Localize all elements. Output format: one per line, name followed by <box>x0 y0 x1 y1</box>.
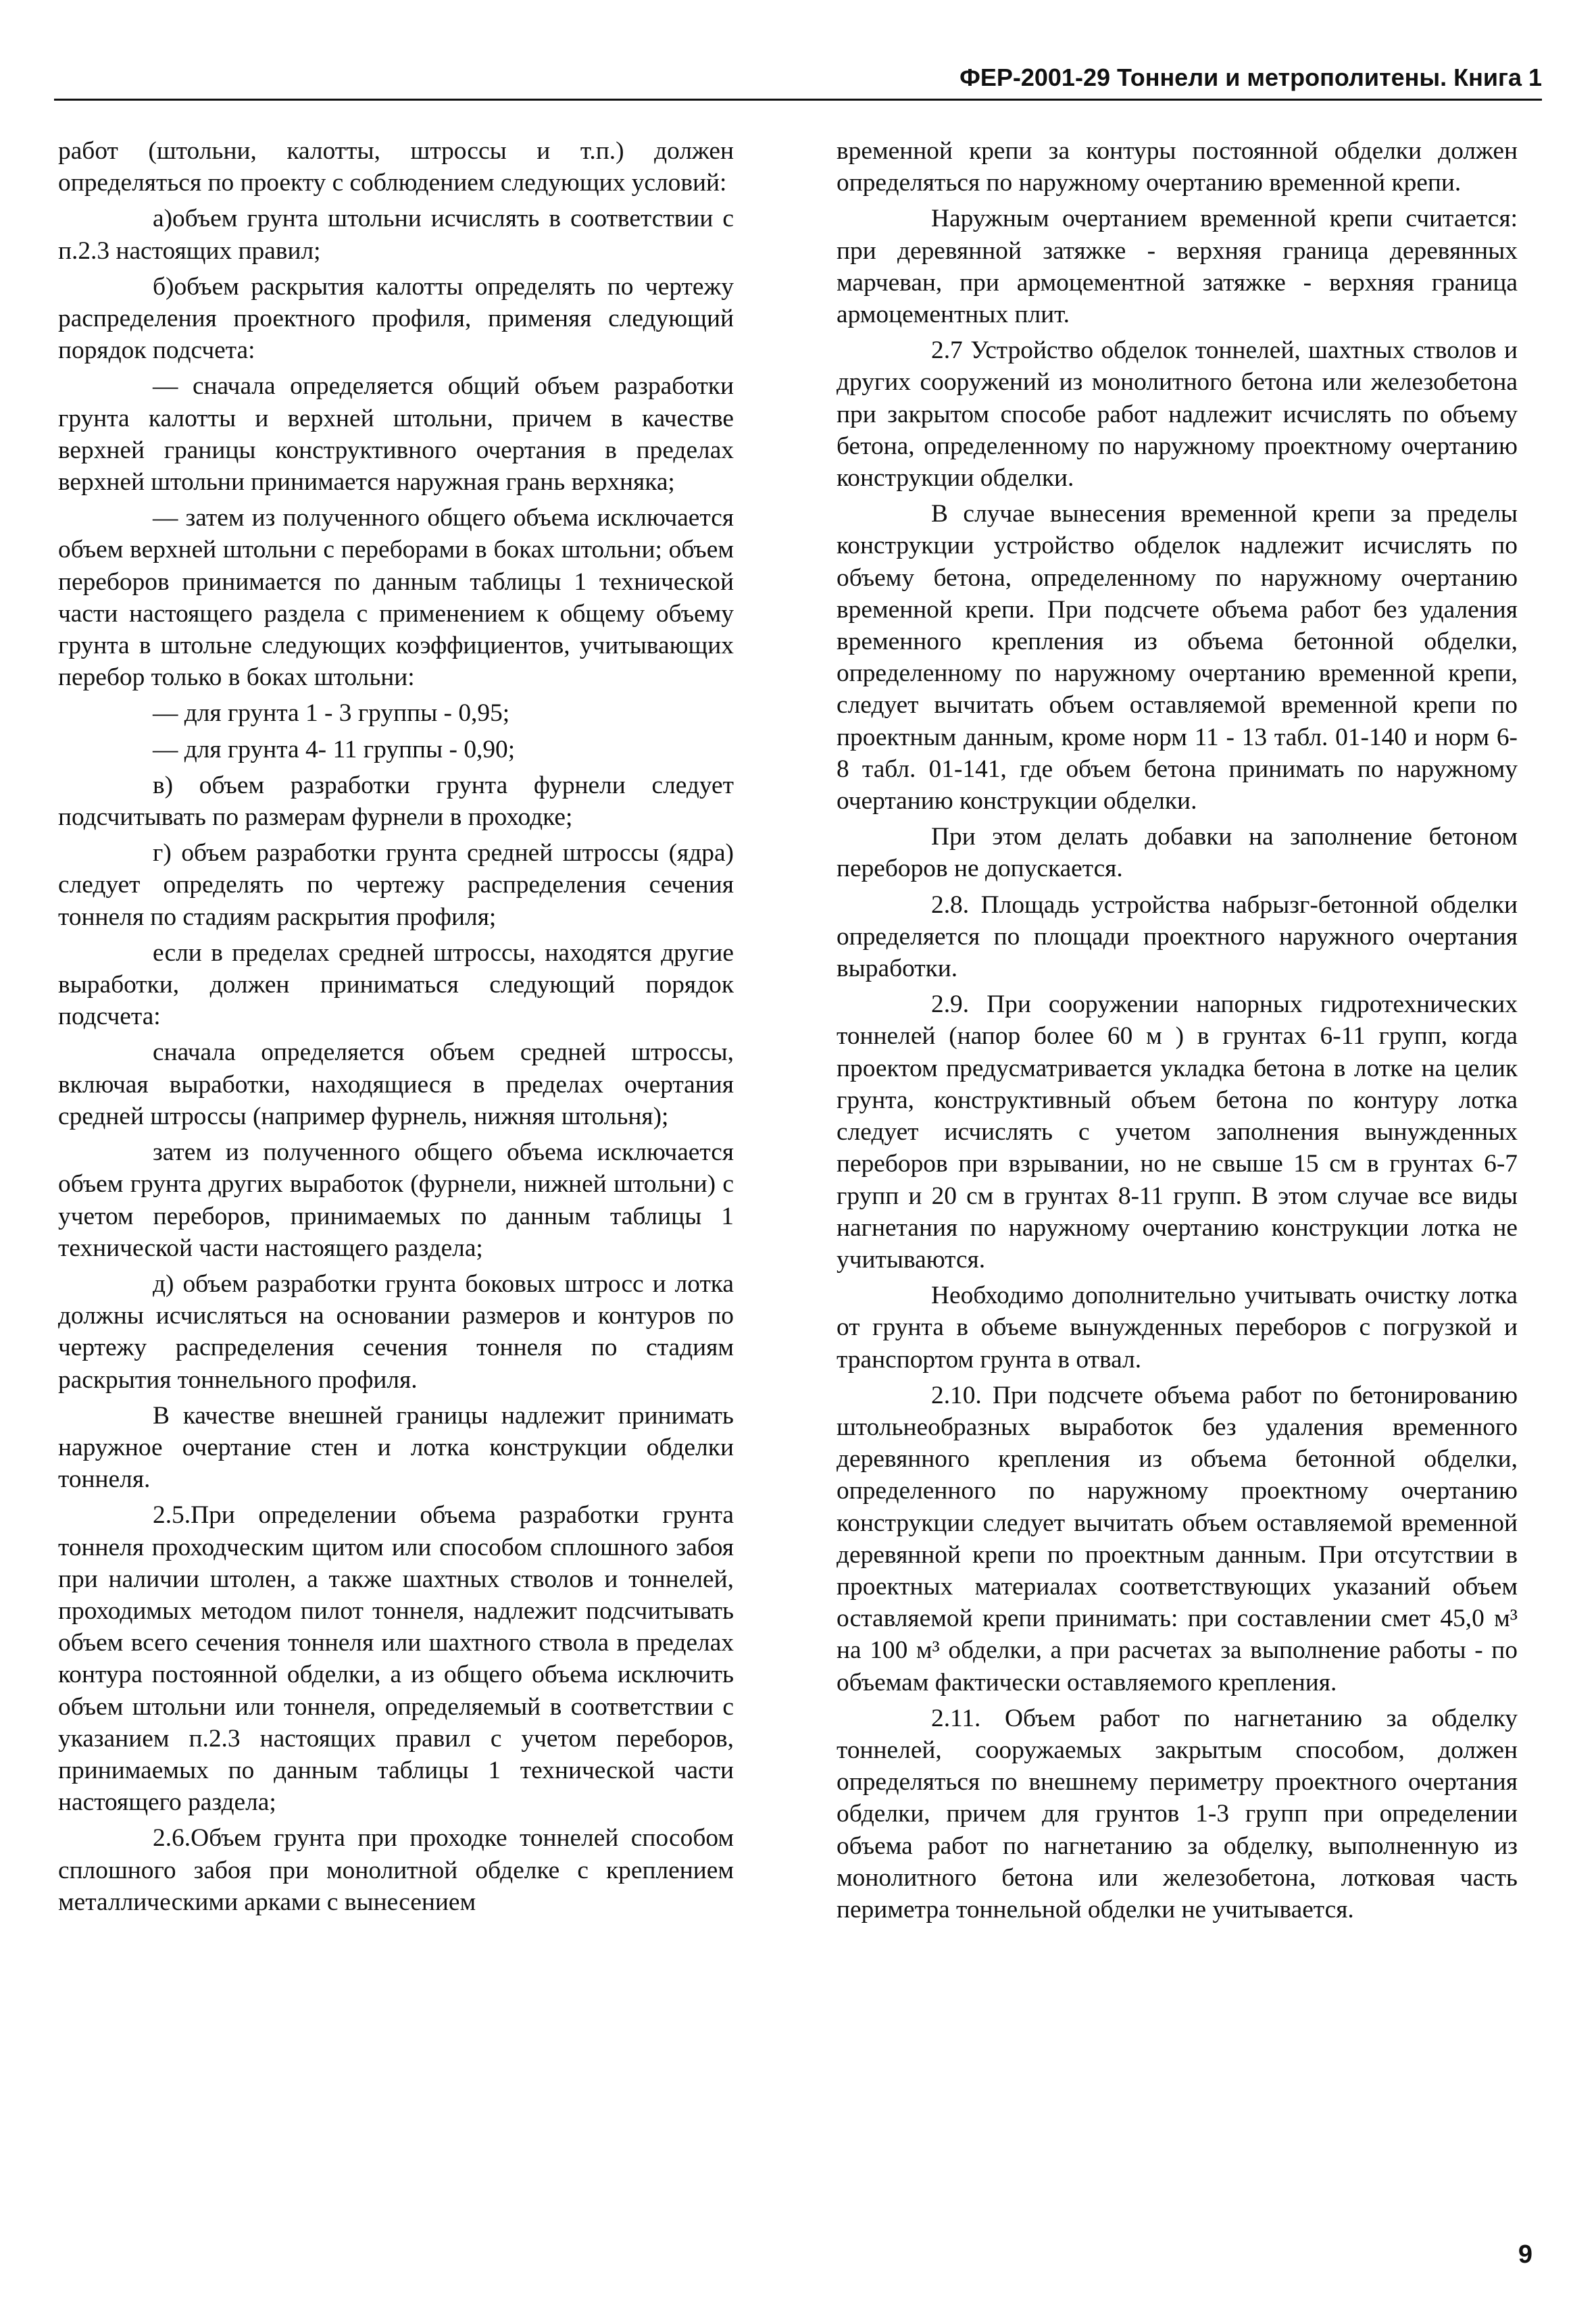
paragraph: Наружным очертанием временной крепи считается: при деревянной затяжке - верхняя граница деревянных марчеван, при армоцементной затяжке - верхняя граница армоцементных плит. <box>837 205 1518 329</box>
paragraph: г) объем разработки грунта средней штроссы (ядра) следует определять по чертежу распределения сечения тоннеля по стадиям раскрытия профиля; <box>58 839 734 931</box>
paragraph: — для грунта 1 - 3 группы - 0,95; <box>153 699 510 728</box>
paragraph: — для грунта 4- 11 группы - 0,90; <box>153 735 516 763</box>
paragraph: — затем из полученного общего объема исключается объем верхней штольни с переборами в боках штольни; объем переборов принимается по данным таблицы 1 технической части настоящего раздела с применением к общему объему грунта в штольне следующих коэффициентов, учитывающих перебор только в боках штольни: <box>58 504 734 692</box>
paragraph: 2.8. Площадь устройства набрызг-бетонной обделки определяется по площади проектного наружного очертания выработки. <box>837 890 1518 983</box>
paragraph: если в пределах средней штроссы, находятся другие выработки, должен приниматься следующий порядок подсчета: <box>58 938 734 1031</box>
paragraph: затем из полученного общего объема исключается объем грунта других выработок (фурнели, нижней штольни) с учетом переборов, принимаемых по данным таблицы 1 технической части настоящего раздела; <box>58 1138 734 1262</box>
document-title: ФЕР-2001-29 Тоннели и метрополитены. Книга 1 <box>959 64 1542 91</box>
paragraph: д) объем разработки грунта боковых штросс и лотка должны исчисляться на основании размеров и контуров по чертежу распределения сечения тоннеля по стадиям раскрытия тоннельного профиля. <box>58 1269 734 1394</box>
paragraph: В качестве внешней границы надлежит принимать наружное очертание стен и лотка конструкции обделки тоннеля. <box>58 1401 734 1494</box>
paragraph: В случае вынесения временной крепи за пределы конструкции устройство обделок надлежит исчислять по объему бетона, определенному по наружному очертанию временной крепи. При подсчете объема работ без удаления временного крепления из объема бетонной обделки, определенному по наружному очертанию временной крепи, следует вычитать объем оставляемой временной крепи по проектным данным, кроме норм 11 - 13 табл. 01-140 и норм 6-8 табл. 01-141, где объем бетона принимать по наружному очертанию конструкции обделки. <box>837 500 1518 815</box>
paragraph: в) объем разработки грунта фурнели следует подсчитывать по размерам фурнели в проходке; <box>58 771 734 832</box>
paragraph: 2.9. При сооружении напорных гидротехнических тоннелей (напор более 60 м ) в грунтах 6-11 групп, когда проектом предусматривается укладка бетона в лотке на целик грунта, конструктивный объем бетона по контуру лотка следует исчислять с учетом заполнения вынужденных переборов при взрывании, но не свыше 15 см в грунтах 6-7 групп и 20 см в грунтах 8-11 групп. В этом случае все виды нагнетания по наружному очертанию конструкции лотка не учитываются. <box>837 990 1518 1274</box>
paragraph: Необходимо дополнительно учитывать очистку лотка от грунта в объеме вынужденных переборов с погрузкой и транспортом грунта в отвал. <box>837 1282 1518 1374</box>
paragraph: а)объем грунта штольни исчислять в соответствии с п.2.3 настоящих правил; <box>58 205 734 265</box>
page-header <box>54 41 1542 101</box>
paragraph: 2.7 Устройство обделок тоннелей, шахтных стволов и других сооружений из монолитного бетона или железобетона при закрытом способе работ надлежит исчислять по объему бетона, определенному по наружному проектному очертанию конструкции обделки. <box>837 336 1518 493</box>
paragraph: При этом делать добавки на заполнение бетоном переборов не допускается. <box>837 823 1518 883</box>
paragraph: временной крепи за контуры постоянной обделки должен определяться по наружному очертанию временной крепи. <box>837 137 1518 197</box>
paragraph: б)объем раскрытия калотты определять по чертежу распределения проектного профиля, применяя следующий порядок подсчета: <box>58 272 734 365</box>
left-column <box>58 135 734 1922</box>
paragraph: 2.6.Объем грунта при проходке тоннелей способом сплошного забоя при монолитной обделке с креплением металлическими арками с вынесением <box>58 1824 734 1916</box>
paragraph: сначала определяется объем средней штроссы, включая выработки, находящиеся в пределах очертания средней штроссы (например фурнель, нижняя штольня); <box>58 1038 734 1130</box>
page-number: 9 <box>1518 2240 1532 2269</box>
paragraph: — сначала определяется общий объем разработки грунта калотты и верхней штольни, причем в качестве верхней границы конструктивного очертания в пределах верхней штольни принимается наружная грань верхняка; <box>58 372 734 497</box>
paragraph: 2.5.При определении объема разработки грунта тоннеля проходческим щитом или способом сплошного забоя при наличии штолен, а также шахтных стволов и тоннелей, проходимых методом пилот тоннеля, надлежит подсчитывать объем всего сечения тоннеля или шахтного ствола в пределах контура постоянной обделки, а из общего объема исключить объем штольни или тоннеля, определяемый в соответствии с указанием п.2.3 настоящих правил с учетом переборов, принимаемых по данным таблицы 1 технической части настоящего раздела; <box>58 1501 734 1817</box>
right-column <box>837 135 1518 1930</box>
paragraph: работ (штольни, калотты, штроссы и т.п.) должен определяться по проекту с соблюдением следующих условий: <box>58 137 734 197</box>
paragraph: 2.10. При подсчете объема работ по бетонированию штольнеобразных выработок без удаления временного деревянного крепления из объема бетонной обделки, определенного по наружному проектному очертанию конструкции следует вычитать объем оставляемой временной деревянной крепи по проектным данным. При отсутствии в проектных материалах соответствующих указаний объем оставляемой крепи принимать: при составлении смет 45,0 м³ на 100 м³ обделки, а при расчетах за выполнение работы - по объемам фактически оставляемого крепления. <box>837 1381 1518 1696</box>
paragraph: 2.11. Объем работ по нагнетанию за обделку тоннелей, сооружаемых закрытым способом, должен определяться по внешнему периметру проектного очертания обделки, причем для грунтов 1-3 групп при определении объема работ по нагнетанию за обделку, выполненную из монолитного бетона или железобетона, лотковая часть периметра тоннельной обделки не учитывается. <box>837 1704 1518 1923</box>
